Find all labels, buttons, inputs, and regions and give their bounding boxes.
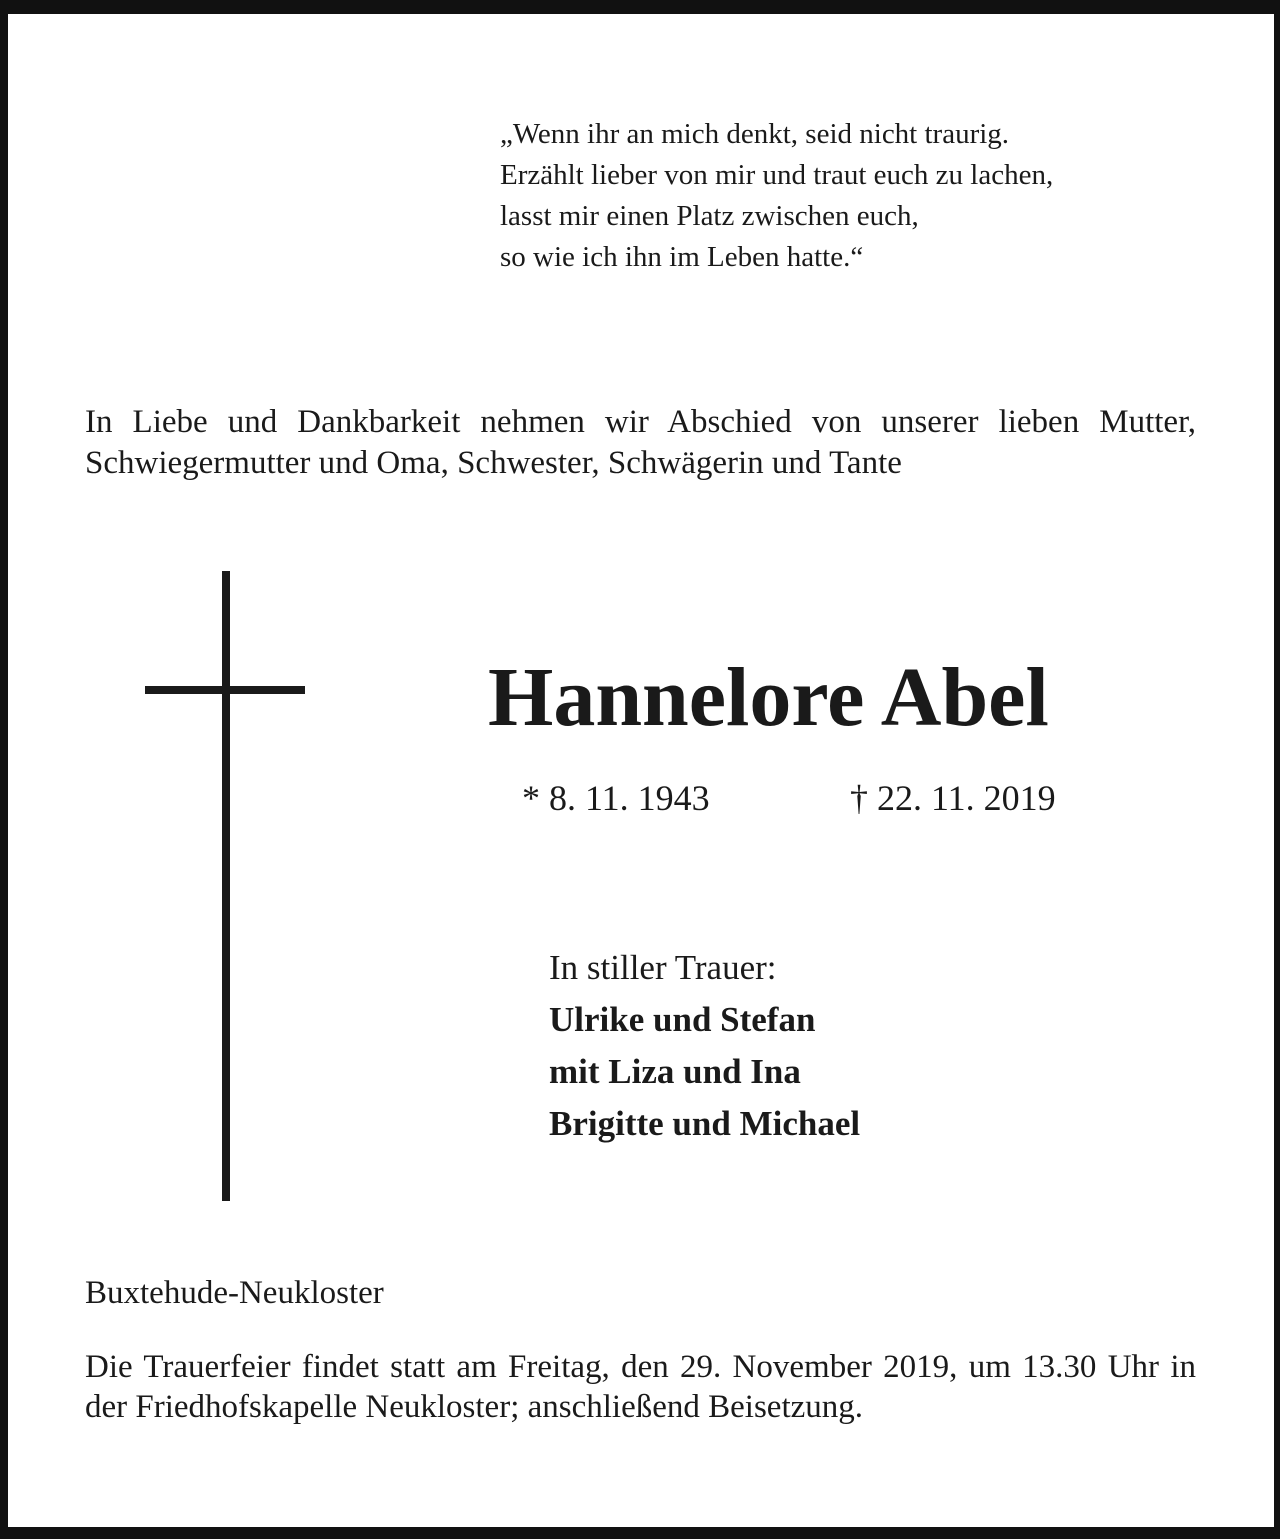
cross-icon — [145, 571, 305, 1201]
cross-horizontal-bar — [145, 686, 305, 694]
quote-line: so wie ich ihn im Leben hatte.“ — [500, 241, 864, 273]
mourners-heading: In stiller Trauer: — [549, 948, 777, 987]
mourner-name: mit Liza und Ina — [549, 1052, 801, 1091]
deceased-name: Hannelore Abel — [488, 651, 1049, 744]
mourner-name: Brigitte und Michael — [549, 1104, 861, 1143]
birth-date: * 8. 11. 1943 — [522, 778, 710, 818]
farewell-text: In Liebe und Dankbarkeit nehmen wir Abschied von unserer lieben Mutter, Schwiegermutter und Oma, Schwester, Schwägerin und Tante — [85, 404, 1196, 481]
ceremony-info: Die Trauerfeier findet statt am Freitag, den 29. November 2019, um 13.30 Uhr in der Friedhofskapelle Neukloster; anschließend Beisetzung. — [85, 1349, 1196, 1425]
death-date: † 22. 11. 2019 — [850, 778, 1056, 818]
location: Buxtehude-Neukloster — [85, 1275, 384, 1311]
quote-line: „Wenn ihr an mich denkt, seid nicht traurig. — [500, 118, 1010, 150]
cross-vertical-bar — [222, 571, 230, 1201]
quote-line: Erzählt lieber von mir und traut euch zu lachen, — [500, 159, 1054, 191]
quote-line: lasst mir einen Platz zwischen euch, — [500, 200, 919, 232]
mourner-name: Ulrike und Stefan — [549, 1000, 816, 1039]
mourners-block — [549, 942, 860, 1150]
memorial-quote — [500, 114, 1053, 278]
